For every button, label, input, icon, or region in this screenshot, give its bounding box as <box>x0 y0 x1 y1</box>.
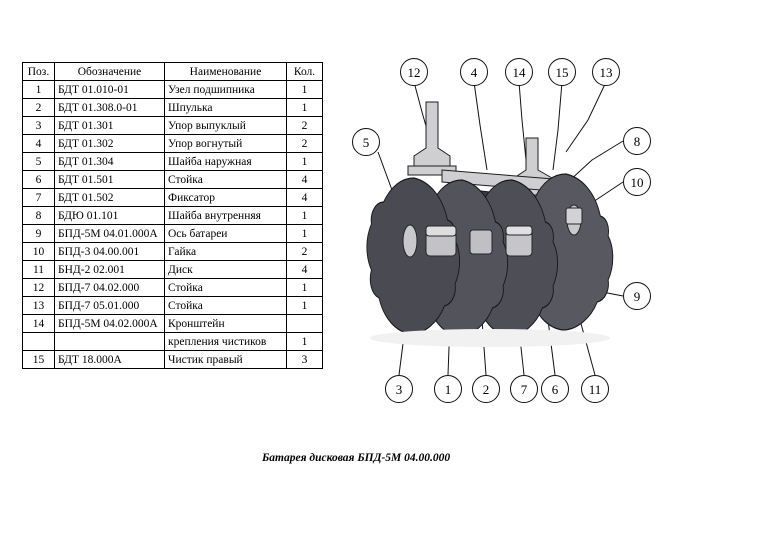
cell-name: Фиксатор <box>165 189 287 207</box>
cell-qty: 3 <box>287 351 323 369</box>
cell-name: Шпулька <box>165 99 287 117</box>
cell-designation <box>55 333 165 351</box>
cell-pos: 8 <box>23 207 55 225</box>
callout-14: 14 <box>505 58 533 86</box>
callout-13: 13 <box>592 58 620 86</box>
cell-name: Упор выпуклый <box>165 117 287 135</box>
cell-pos: 15 <box>23 351 55 369</box>
cell-designation: БНД-2 02.001 <box>55 261 165 279</box>
cell-designation: БПД-7 04.02.000 <box>55 279 165 297</box>
table-row <box>23 225 323 243</box>
column-header-designation: Обозначение <box>55 63 165 81</box>
cell-qty: 2 <box>287 243 323 261</box>
table-row <box>23 297 323 315</box>
callout-7: 7 <box>510 375 538 403</box>
table-row <box>23 261 323 279</box>
cell-name: крепления чистиков <box>165 333 287 351</box>
parts-table-element <box>22 62 323 369</box>
cell-pos: 10 <box>23 243 55 261</box>
cell-qty: 1 <box>287 297 323 315</box>
parts-table <box>22 62 322 369</box>
cell-qty: 4 <box>287 189 323 207</box>
cell-pos: 4 <box>23 135 55 153</box>
cell-name: Диск <box>165 261 287 279</box>
callout-3: 3 <box>385 375 413 403</box>
cell-designation: БПД-5М 04.01.000А <box>55 225 165 243</box>
cell-qty: 1 <box>287 279 323 297</box>
cell-name: Шайба наружная <box>165 153 287 171</box>
cell-qty <box>287 315 323 333</box>
cell-qty: 1 <box>287 153 323 171</box>
cell-designation: БДТ 18.000А <box>55 351 165 369</box>
cell-name: Узел подшипника <box>165 81 287 99</box>
cell-name: Стойка <box>165 297 287 315</box>
cell-qty: 1 <box>287 333 323 351</box>
column-header-name: Наименование <box>165 63 287 81</box>
cell-qty: 2 <box>287 117 323 135</box>
table-row <box>23 351 323 369</box>
cell-name: Упор вогнутый <box>165 135 287 153</box>
cell-qty: 2 <box>287 135 323 153</box>
cell-pos: 11 <box>23 261 55 279</box>
cell-qty: 1 <box>287 99 323 117</box>
cell-designation: БПД-3 04.00.001 <box>55 243 165 261</box>
table-row <box>23 207 323 225</box>
table-row <box>23 135 323 153</box>
cell-designation: БДТ 01.501 <box>55 171 165 189</box>
cell-pos: 1 <box>23 81 55 99</box>
callout-5: 5 <box>352 128 380 156</box>
cell-pos: 14 <box>23 315 55 333</box>
callout-15: 15 <box>548 58 576 86</box>
cell-pos: 7 <box>23 189 55 207</box>
cell-designation: БДТ 01.302 <box>55 135 165 153</box>
cell-pos: 9 <box>23 225 55 243</box>
cell-pos: 6 <box>23 171 55 189</box>
cell-name: Шайба внутренняя <box>165 207 287 225</box>
table-row <box>23 333 323 351</box>
cell-qty: 4 <box>287 261 323 279</box>
callout-8: 8 <box>623 127 651 155</box>
cell-name: Гайка <box>165 243 287 261</box>
assembly-drawing <box>330 20 770 420</box>
cell-pos <box>23 333 55 351</box>
cell-pos: 12 <box>23 279 55 297</box>
callout-2: 2 <box>472 375 500 403</box>
cell-designation: БДТ 01.010-01 <box>55 81 165 99</box>
cell-designation: БДТ 01.304 <box>55 153 165 171</box>
cell-designation: БПД-5М 04.02.000А <box>55 315 165 333</box>
cell-designation: БПД-7 05.01.000 <box>55 297 165 315</box>
cell-qty: 1 <box>287 225 323 243</box>
table-row <box>23 315 323 333</box>
cell-qty: 1 <box>287 207 323 225</box>
table-row <box>23 153 323 171</box>
column-header-pos: Поз. <box>23 63 55 81</box>
cell-qty: 4 <box>287 171 323 189</box>
table-header-row <box>23 63 323 81</box>
callout-10: 10 <box>623 168 651 196</box>
callout-9: 9 <box>623 282 651 310</box>
table-row <box>23 171 323 189</box>
table-row <box>23 99 323 117</box>
column-header-qty: Кол. <box>287 63 323 81</box>
cell-name: Ось батареи <box>165 225 287 243</box>
cell-qty: 1 <box>287 81 323 99</box>
cell-pos: 2 <box>23 99 55 117</box>
cell-name: Чистик правый <box>165 351 287 369</box>
table-row <box>23 243 323 261</box>
callout-6: 6 <box>541 375 569 403</box>
cell-pos: 13 <box>23 297 55 315</box>
cell-pos: 5 <box>23 153 55 171</box>
cell-designation: БДТ 01.301 <box>55 117 165 135</box>
table-row <box>23 279 323 297</box>
callout-11: 11 <box>581 375 609 403</box>
cell-designation: БДЮ 01.101 <box>55 207 165 225</box>
table-row <box>23 189 323 207</box>
figure-caption: Батарея дисковая БПД-5М 04.00.000 <box>262 452 451 464</box>
cell-name: Кронштейн <box>165 315 287 333</box>
cell-name: Стойка <box>165 171 287 189</box>
table-row <box>23 81 323 99</box>
cell-name: Стойка <box>165 279 287 297</box>
callout-1: 1 <box>434 375 462 403</box>
cell-designation: БДТ 01.308.0-01 <box>55 99 165 117</box>
table-row <box>23 117 323 135</box>
cell-pos: 3 <box>23 117 55 135</box>
callout-12: 12 <box>400 58 428 86</box>
callout-4: 4 <box>460 58 488 86</box>
cell-designation: БДТ 01.502 <box>55 189 165 207</box>
